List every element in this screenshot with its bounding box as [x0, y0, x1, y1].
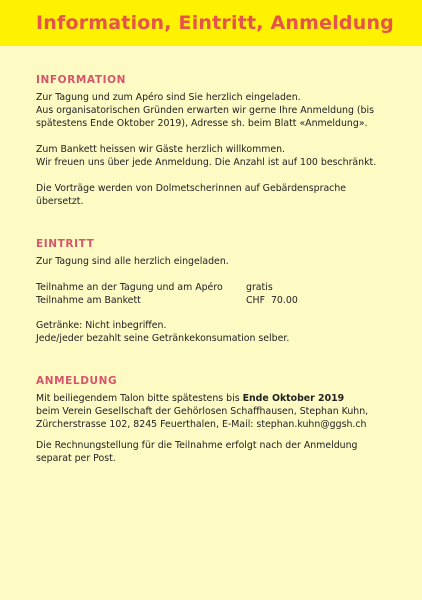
- text-line: Jede/jeder bezahlt seine Getränkekonsumation selber.: [36, 333, 290, 344]
- text-line: separat per Post.: [36, 453, 116, 464]
- text-line: Zur Tagung und zum Apéro sind Sie herzlich eingeladen.: [36, 92, 301, 103]
- eintritt-notes: [36, 319, 398, 345]
- page-title: Information, Eintritt, Anmeldung: [36, 12, 394, 34]
- text-line: Wir freuen uns über jede Anmeldung. Die Anzahl ist auf 100 beschränkt.: [36, 157, 377, 168]
- text-line: Zürcherstrasse 102, 8245 Feuerthalen, E-Mail: stephan.kuhn@ggsh.ch: [36, 419, 367, 430]
- fee-label: Teilnahme am Bankett: [36, 295, 141, 306]
- fee-table: [36, 281, 398, 307]
- text-line: übersetzt.: [36, 196, 84, 207]
- information-paragraph-3: [36, 182, 398, 208]
- fee-row: [36, 281, 398, 294]
- anmeldung-paragraph-2: [36, 439, 398, 465]
- header-banner: [0, 0, 422, 46]
- fee-row: [36, 294, 398, 307]
- section-information: [36, 74, 398, 208]
- fee-label: Teilnahme an der Tagung und am Apéro: [36, 282, 223, 293]
- anmeldung-paragraph-1: [36, 392, 398, 431]
- content: [0, 74, 422, 465]
- deadline-date: Ende Oktober 2019: [242, 393, 345, 404]
- text-line: Aus organisatorischen Gründen erwarten wir gerne Ihre Anmeldung (bis: [36, 105, 374, 116]
- text-line: Die Vorträge werden von Dolmetscherinnen auf Gebärdensprache: [36, 183, 347, 194]
- text-line: Getränke: Nicht inbegriffen.: [36, 320, 167, 331]
- fee-value: CHF 70.00: [246, 295, 298, 306]
- deadline-prefix: Mit beiliegendem Talon bitte spätestens bis: [36, 393, 243, 404]
- section-title-information: INFORMATION: [36, 74, 127, 86]
- text-line: Zum Bankett heissen wir Gäste herzlich willkommen.: [36, 144, 286, 155]
- section-anmeldung: [36, 375, 398, 465]
- section-title-eintritt: EINTRITT: [36, 238, 95, 250]
- fee-value: gratis: [246, 282, 273, 293]
- information-paragraph-1: [36, 91, 398, 130]
- eintritt-intro: Zur Tagung sind alle herzlich eingeladen.: [36, 256, 229, 267]
- information-paragraph-2: [36, 143, 398, 169]
- section-eintritt: [36, 238, 398, 345]
- text-line: Die Rechnungstellung für die Teilnahme erfolgt nach der Anmeldung: [36, 440, 358, 451]
- text-line: [36, 392, 398, 405]
- text-line: beim Verein Gesellschaft der Gehörlosen Schaffhausen, Stephan Kuhn,: [36, 406, 369, 417]
- section-title-anmeldung: ANMELDUNG: [36, 375, 118, 387]
- text-line: spätestens Ende Oktober 2019), Adresse sh. beim Blatt «Anmeldung».: [36, 118, 368, 129]
